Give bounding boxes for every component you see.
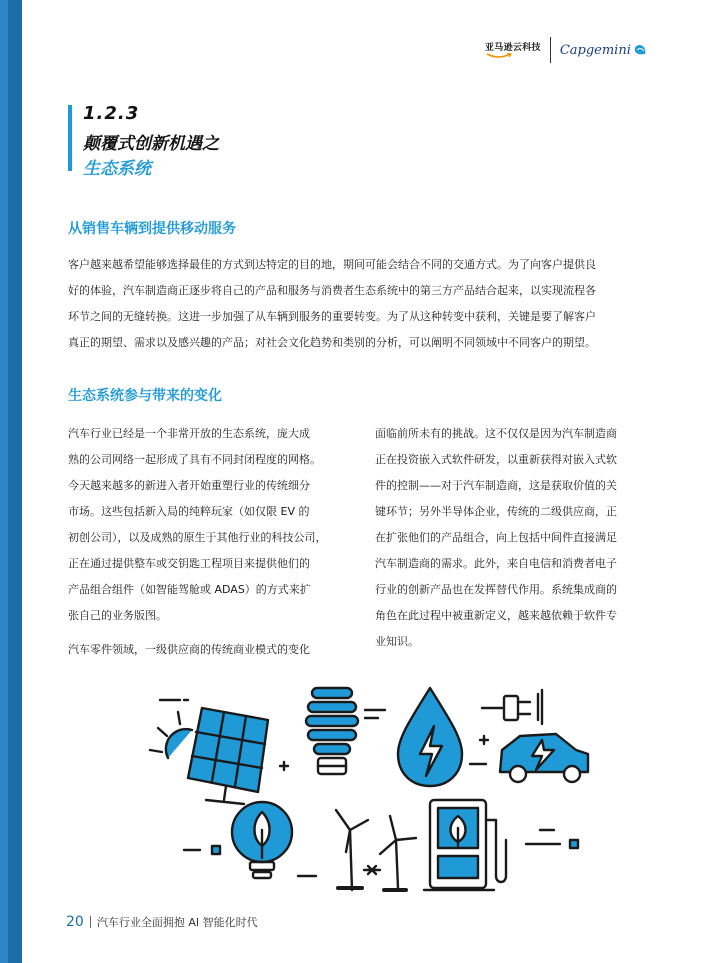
wind-turbine-icon [298, 810, 416, 890]
text-line: 件的控制——对于汽车制造商，这是获取价值的关 [375, 479, 617, 492]
power-plug-icon [482, 690, 542, 724]
text-line: 正在投资嵌入式软件研发，以重新获得对嵌入式软 [375, 453, 617, 466]
section-title-line1: 颠覆式创新机遇之 [83, 134, 219, 154]
section-accent-bar [68, 105, 72, 171]
text-line: 面临前所未有的挑战。这不仅仅是因为汽车制造商 [375, 427, 617, 440]
energy-saving-bulb-icon [306, 688, 358, 774]
capgemini-spade-icon [633, 44, 647, 56]
amazon-logo-text: 亚马逊云科技 [485, 42, 541, 53]
paragraph-ecosystem-left [68, 421, 338, 663]
page-footer [66, 914, 258, 930]
text-line: 汽车行业已经是一个非常开放的生态系统，庞大成 [68, 427, 310, 440]
text-line: 正在通过提供整车或交钥匙工程项目来提供他们的 [68, 557, 310, 570]
left-color-band-inner [0, 0, 8, 963]
text-line: 在扩张他们的产品组合，向上包括中间件直接满足 [375, 531, 617, 544]
brand-logos [485, 30, 647, 70]
text-line: 汽车制造商的需求。此外，来自电信和消费者电子 [375, 557, 617, 570]
solar-panel-icon [150, 700, 268, 804]
text-line: 环节之间的无缝转换。这进一步加强了从车辆到服务的重要转变。为了从这种转变中获利，关键是要了解客户 [68, 310, 596, 323]
water-energy-drop-icon [398, 688, 462, 786]
text-line: 好的体验，汽车制造商正逐步将自己的产品和服务与消费者生态系统中的第三方产品结合起来，以实现流程各 [68, 284, 596, 297]
eco-lightbulb-icon [184, 802, 292, 878]
text-line: 键环节；另外半导体企业，传统的二级供应商，正 [375, 505, 617, 518]
text-line: 市场。这些包括新入局的纯粹玩家（如仅限 EV 的 [68, 505, 310, 518]
text-line: 张自己的业务版图。 [68, 609, 167, 622]
paragraph-ecosystem-right [375, 421, 645, 655]
text-line: 行业的创新产品也在发挥替代作用。系统集成商的 [375, 583, 617, 596]
section-number: 1.2.3 [83, 103, 140, 124]
page-number: 20 [66, 914, 84, 930]
text-line: 熟的公司网络一起形成了具有不同封闭程度的网格。 [68, 453, 321, 466]
text-line: 汽车零件领域，一级供应商的传统商业模式的变化 [68, 643, 310, 656]
footer-document-title: 汽车行业全面拥抱 AI 智能化时代 [96, 916, 258, 929]
text-line: 产品组合组件（如智能驾舱或 ADAS）的方式来扩 [68, 583, 311, 596]
capgemini-logo-text: Capgemini [559, 42, 631, 58]
text-line: 今天越来越多的新进入者开始重塑行业的传统细分 [68, 479, 310, 492]
text-line: 初创公司），以及成熟的原生于其他行业的科技公司， [68, 531, 327, 544]
text-line: 客户越来越希望能够选择最佳的方式到达特定的目的地，期间可能会结合不同的交通方式。为了向客户提供良 [68, 258, 596, 271]
text-line: 业知识。 [375, 635, 419, 648]
section-title-line2: 生态系统 [83, 159, 151, 179]
amazon-web-services-logo [485, 40, 541, 61]
text-line: 角色在此过程中被重新定义，越来越依赖于软件专 [375, 609, 617, 622]
paragraph-mobility-services [68, 252, 648, 356]
brand-divider [550, 37, 551, 63]
charging-station-icon [424, 800, 578, 890]
text-line: 真正的期望、需求以及感兴趣的产品；对社会文化趋势和类别的分析，可以阐明不同领域中不同客户的期望。 [68, 336, 596, 349]
capgemini-logo [560, 43, 647, 58]
subsection-heading-ecosystem-changes: 生态系统参与带来的变化 [68, 388, 222, 404]
footer-divider [90, 916, 91, 928]
subsection-heading-mobility-services: 从销售车辆到提供移动服务 [68, 221, 236, 237]
electric-car-icon [470, 734, 588, 782]
energy-ecosystem-illustration [140, 680, 600, 900]
amazon-smile-icon [486, 53, 512, 59]
